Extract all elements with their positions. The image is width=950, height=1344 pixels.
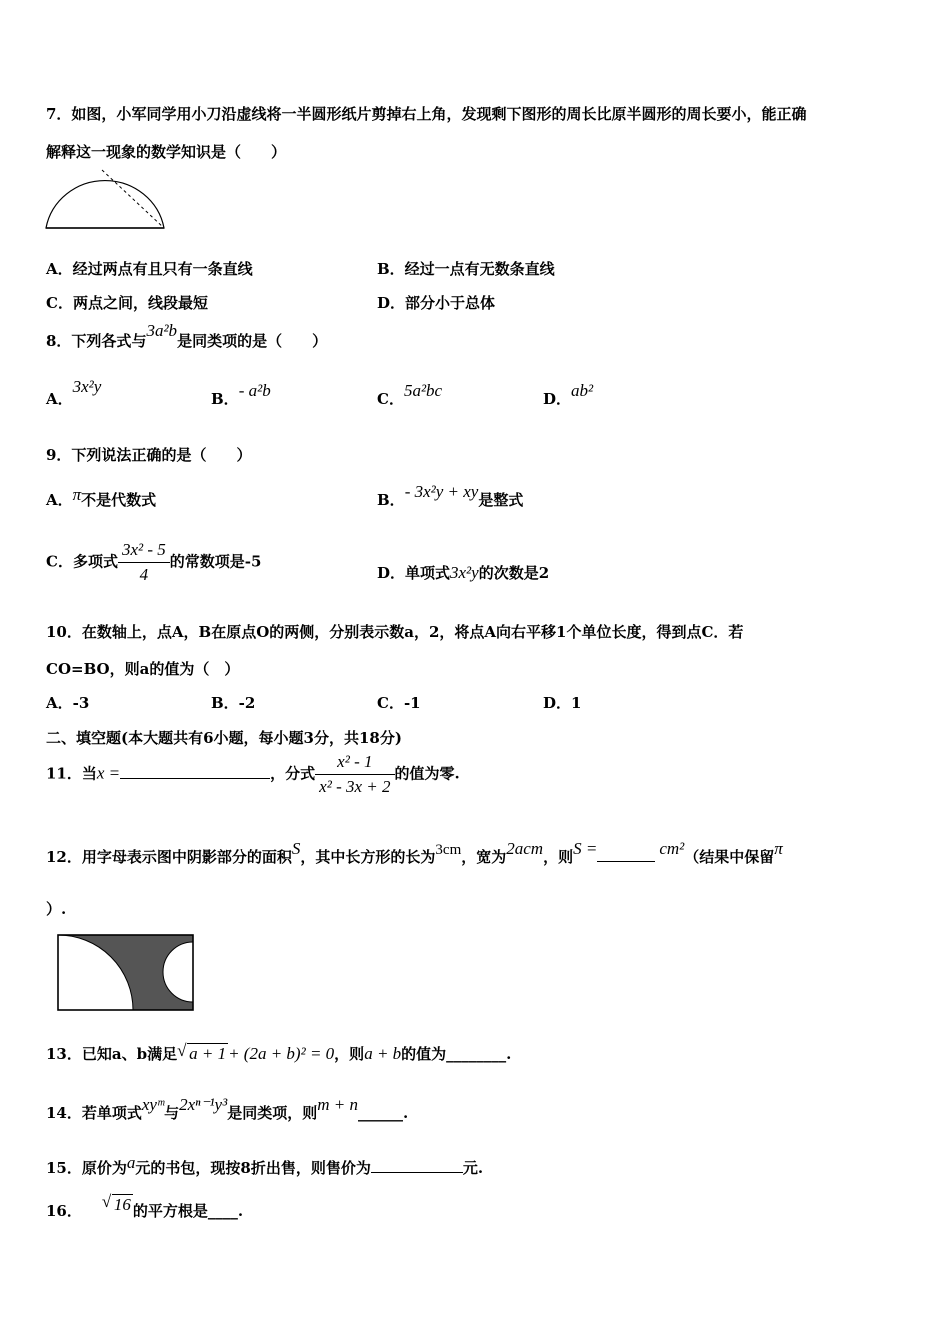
q8-option-a[interactable]: A．3x²y — [46, 377, 102, 408]
q10-stem-line1: 10．在数轴上，点A，B在原点O的两侧，分别表示数a，2，将点A向右平移1个单位长度，得到点C．若 — [46, 623, 744, 641]
q9-stem: 9．下列说法正确的是（ ） — [46, 446, 252, 464]
q14: 14．若单项式xyᵐ与2xⁿ⁻¹y³是同类项，则m + n______. — [46, 1095, 409, 1122]
q11-fraction: $\frac{\text{x² - 1}}{\text{x² - 3x + 2}}$ — [315, 752, 394, 797]
q10-option-d[interactable]: D．1 — [543, 694, 582, 712]
section-heading: 二、填空题(本大题共有6小题，每小题3分，共18分) — [46, 729, 402, 747]
q7-option-d[interactable]: D．部分小于总体 — [377, 294, 496, 312]
q8-option-b[interactable]: B．- a²b — [211, 381, 271, 408]
semicircle-figure — [44, 168, 168, 232]
q7-stem-line1: 7．如图，小军同学用小刀沿虚线将一半圆形纸片剪掉右上角，发现剩下图形的周长比原半圆形的周长要小，能正确 — [46, 105, 807, 123]
q13-sqrt: √ a + 1 — [177, 1041, 227, 1063]
q13: 13．已知a、b满足 √ a + 1 + (2a + b)² = 0，则a + b的值为________. — [46, 1041, 512, 1063]
q8-stem: 8．下列各式与3a²b是同类项的是（ ） — [46, 321, 328, 350]
q9-option-c[interactable]: C．多项式 $\frac{\text{3x² - 5}}{4}$ 的常数项是-5 — [46, 540, 262, 584]
q9-option-d[interactable]: D．单项式3x²y的次数是2 — [377, 563, 550, 582]
q7-option-a[interactable]: A．经过两点有且只有一条直线 — [46, 260, 253, 278]
q11: 11．当x = ，分式 $\frac{\text{x² - 1}}{\text{x² - 3x + 2}}$ 的值为零. — [46, 752, 460, 796]
q7-option-b[interactable]: B．经过一点有无数条直线 — [377, 260, 555, 278]
q7-stem-line2: 解释这一现象的数学知识是（ ） — [46, 143, 287, 161]
q8-option-d[interactable]: D．ab² — [543, 381, 594, 408]
q9-c-fraction: $\frac{\text{3x² - 5}}{4}$ — [118, 540, 170, 585]
shaded-rectangle-figure — [57, 934, 195, 1012]
q12-line1: 12．用字母表示图中阴影部分的面积S，其中长方形的长为3cm，宽为2acm，则S = cm²（结果中保留π — [46, 839, 783, 866]
q10-option-c[interactable]: C．-1 — [377, 694, 421, 712]
q7-option-c[interactable]: C．两点之间，线段最短 — [46, 294, 208, 312]
q8-expr: 3a²b — [146, 321, 178, 340]
q12-line2: ）. — [46, 900, 67, 918]
q9-option-a[interactable]: A．π不是代数式 — [46, 485, 157, 509]
q12-answer-blank[interactable] — [597, 847, 655, 862]
q11-answer-blank[interactable] — [120, 764, 270, 779]
q15: 15．原价为a元的书包，现按8折出售，则售价为 元. — [46, 1153, 484, 1177]
q8-option-c[interactable]: C．5a²bc — [377, 381, 443, 408]
q10-option-a[interactable]: A．-3 — [46, 694, 90, 712]
q15-answer-blank[interactable] — [371, 1158, 463, 1173]
q10-stem-line2: CO=BO，则a的值为（ ） — [46, 660, 240, 678]
q10-option-b[interactable]: B．-2 — [211, 694, 256, 712]
q9-option-b[interactable]: B．- 3x²y + xy是整式 — [377, 482, 524, 509]
q16-sqrt: √ 16 — [101, 1192, 131, 1214]
q16: 16． √ 16 的平方根是____. — [46, 1192, 244, 1220]
